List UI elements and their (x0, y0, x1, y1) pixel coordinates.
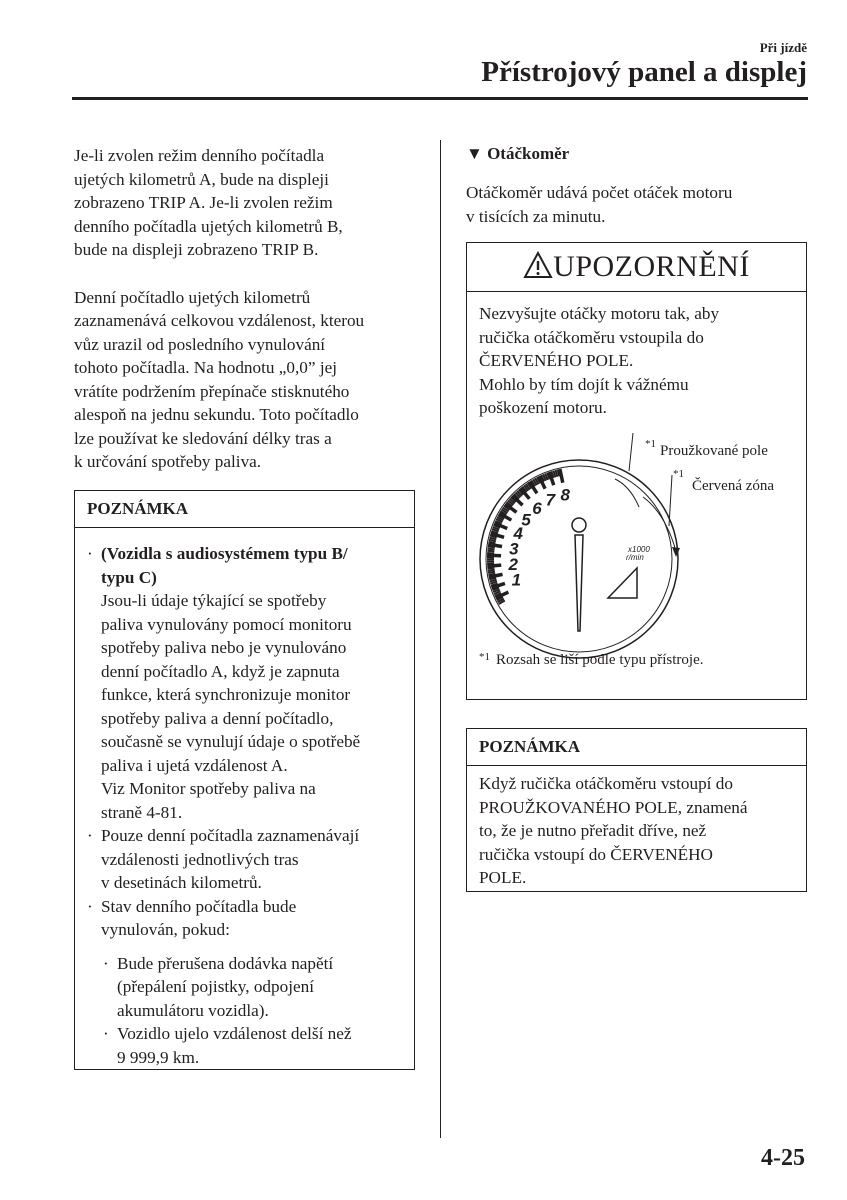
line: paliva vynulovány pomocí monitoru (101, 614, 352, 634)
gauge-tick (488, 574, 495, 575)
red-zone-arrowhead (672, 547, 680, 557)
line: poškození motoru. (479, 398, 607, 417)
header-rule (72, 97, 808, 100)
line: Denní počítadlo ujetých kilometrů (74, 287, 311, 307)
note-heading: POZNÁMKA (75, 491, 414, 528)
line: vynulován, pokud: (101, 920, 230, 939)
gauge-tick (488, 570, 495, 571)
warning-heading (467, 243, 806, 292)
gauge-tick (489, 542, 496, 543)
gauge-needle-hub (572, 518, 586, 532)
line: funkce, která synchronizuje monitor (101, 685, 351, 704)
line: Bude přerušena dodávka napětí (117, 953, 334, 973)
paragraph-tachometer (466, 181, 806, 228)
line: Pouze denní počítadla zaznamenávají (101, 826, 360, 845)
paragraph-trip-display (74, 144, 419, 262)
footnote-text: Rozsah se liší podle typu přístroje. (496, 652, 704, 668)
line: alespoň na jednu sekundu. Toto počítadlo (74, 405, 359, 424)
note-box-trip (74, 490, 415, 1070)
note-item-tenths (87, 824, 402, 895)
warning-heading-text: UPOZORNĚNÍ (553, 250, 750, 283)
gauge-number: 8 (560, 485, 571, 505)
warning-text (467, 292, 806, 426)
line: paliva i ujetá vzdálenost A. (101, 755, 288, 775)
column-divider (440, 140, 441, 1138)
label-striped-zone: Proužkované pole (660, 443, 768, 459)
subheading-tachometer: ▼ Otáčkoměr (466, 144, 570, 163)
line: v desetinách kilometrů. (101, 873, 262, 892)
left-column (74, 144, 419, 474)
footnote-mark: *1 (479, 651, 490, 663)
bullet: · (87, 544, 93, 563)
striped-zone-leader (629, 433, 633, 471)
line: denního počítadla ujetých kilometrů B, (74, 216, 343, 236)
gauge-needle (575, 535, 583, 631)
note-heading: POZNÁMKA (467, 729, 806, 766)
line: zaznamenává celkovou vzdálenost, kterou (74, 311, 365, 330)
line: Stav denního počítadla bude (101, 896, 297, 916)
gauge-display-window (608, 568, 637, 598)
line: Mohlo by tím dojít k vážnému (479, 374, 689, 394)
gauge-number: 4 (513, 524, 523, 544)
line: straně 4-81. (101, 802, 183, 822)
gauge-number: 5 (521, 510, 531, 530)
note-body (467, 766, 806, 896)
tachometer-gauge (480, 460, 678, 658)
gauge-ticks (487, 469, 563, 604)
line: PROUŽKOVANÉHO POLE, znamená (479, 797, 748, 817)
gauge-tick (487, 551, 494, 552)
line: denní počítadlo A, když je zapnuta (101, 661, 340, 681)
line: tohoto počítadla. Na hodnotu „0,0” jej (74, 358, 337, 377)
line: akumulátoru vozidla). (117, 1000, 269, 1020)
line: v tisících za minutu. (466, 206, 606, 226)
line: vzdálenosti jednotlivých tras (101, 849, 299, 869)
note-subitem-power (87, 952, 402, 1023)
warning-triangle-icon (523, 251, 553, 279)
line: současně se vynulují údaje o spotřebě (101, 732, 361, 751)
warning-box (466, 242, 807, 700)
line: ujetých kilometrů A, bude na displeji (74, 169, 329, 189)
page-number: 4-25 (761, 1145, 805, 1171)
red-zone-leader (669, 475, 672, 526)
gauge-tick (560, 469, 563, 483)
line: Nezvyšujte otáčky motoru tak, aby (479, 304, 720, 323)
tachometer-diagram (467, 431, 806, 699)
line: ručička vstoupí do ČERVENÉHO (479, 844, 713, 864)
gauge-number: 2 (508, 555, 518, 575)
line: Viz Monitor spotřeby paliva na (101, 779, 316, 798)
line: bude na displeji zobrazeno TRIP B. (74, 240, 319, 259)
paragraph-trip-meter (74, 286, 419, 474)
gauge-tick (488, 549, 495, 550)
gauge-unit-rpm: r/min (626, 553, 644, 562)
gauge-number: 6 (532, 499, 542, 519)
gauge-tick (488, 572, 495, 573)
line: Jsou-li údaje týkající se spotřeby (101, 591, 327, 610)
gauge-tick (489, 540, 496, 541)
line: typu C) (101, 567, 157, 587)
page-title: Přístrojový panel a displej (481, 56, 807, 88)
footnote-mark-striped: *1 (645, 438, 656, 450)
note-item-reset (87, 895, 402, 942)
gauge-tick (488, 544, 502, 546)
gauge-number: 1 (511, 570, 522, 590)
line: ručička otáčkoměru vstoupila do (479, 327, 704, 347)
footnote-mark-red: *1 (673, 468, 684, 480)
line: Otáčkoměr udává počet otáček motoru (466, 183, 733, 202)
line: vůz urazil od posledního vynulování (74, 334, 326, 354)
line: Vozidlo ujelo vzdálenost delší než (117, 1024, 352, 1043)
note-box-tachometer (466, 728, 807, 892)
gauge-tick (487, 555, 501, 556)
line: (Vozidla s audiosystémem typu B/ (101, 544, 348, 563)
line: lze používat ke sledování délky tras a (74, 428, 332, 448)
line: 9 999,9 km. (117, 1047, 200, 1067)
label-red-zone: Červená zóna (692, 478, 775, 494)
gauge-number: 3 (509, 539, 519, 559)
note-body (75, 528, 414, 1075)
line: to, že je nutno přeřadit dříve, než (479, 821, 707, 840)
line: POLE. (479, 868, 527, 887)
line: zobrazeno TRIP A. Je-li zvolen režim (74, 193, 333, 212)
note-subitem-distance (87, 1022, 402, 1069)
gauge-unit-x1000: x1000 (628, 545, 650, 554)
line: ČERVENÉHO POLE. (479, 351, 634, 370)
line: k určování spotřeby paliva. (74, 452, 262, 471)
line: Když ručička otáčkoměru vstoupí do (479, 774, 733, 793)
line: spotřeby paliva nebo je vynulováno (101, 638, 347, 657)
bullet: · (103, 1024, 109, 1043)
line: Je-li zvolen režim denního počítadla (74, 146, 325, 165)
gauge-tick (487, 565, 501, 566)
bullet: · (87, 896, 93, 916)
line: spotřeby paliva a denní počítadlo, (101, 708, 334, 728)
bullet: · (87, 826, 93, 845)
line: (přepálení pojistky, odpojení (117, 977, 314, 996)
note-item-audio (87, 542, 402, 824)
bullet: · (103, 953, 109, 973)
gauge-number: 7 (545, 490, 556, 510)
line: vrátíte podržením přepínače stisknutého (74, 381, 350, 401)
section-label: Při jízdě (759, 40, 807, 55)
striped-zone-arc (615, 479, 639, 507)
